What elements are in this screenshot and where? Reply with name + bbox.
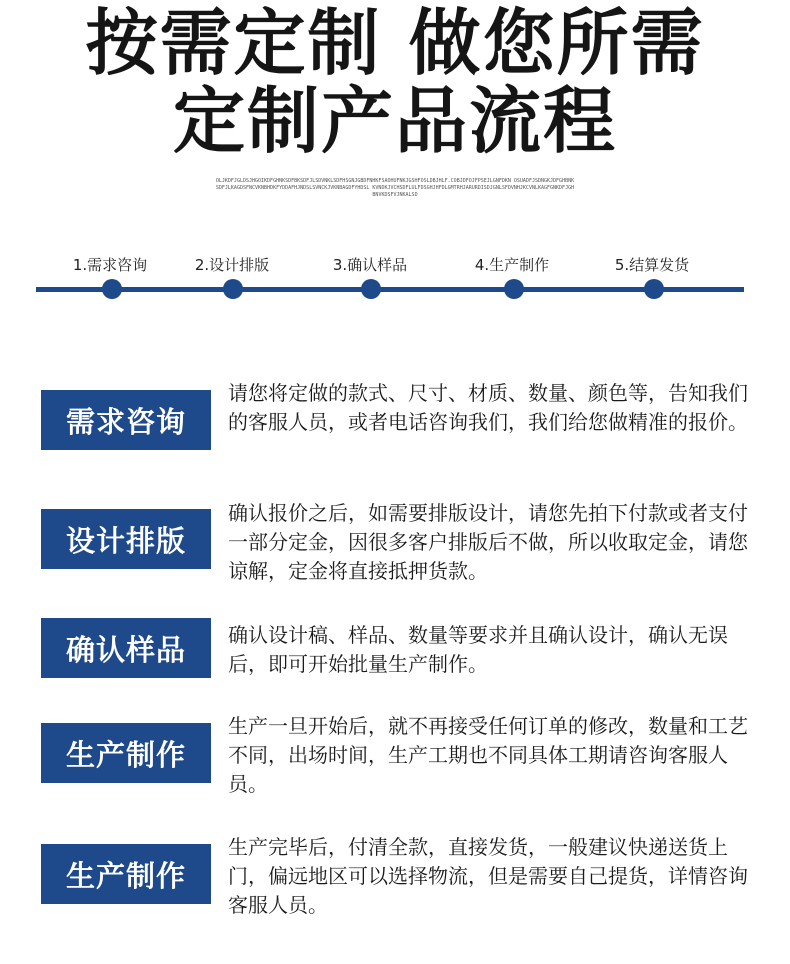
step-label-1: 1.需求咨询 xyxy=(72,256,148,274)
process-steps xyxy=(0,250,790,310)
step-label-2: 2.设计排版 xyxy=(194,256,270,274)
step-badge: 确认样品 xyxy=(41,618,211,678)
step-description: 生产一旦开始后，就不再接受任何订单的修改，数量和工艺不同，出场时间，生产工期也不同具体工期请咨询客服人员。 xyxy=(228,714,748,796)
step-description: 生产完毕后，付清全款，直接发货，一般建议快递送货上门，偏远地区可以选择物流，但是需要自己提货，详情咨询客服人员。 xyxy=(228,835,748,917)
timeline-dot-1 xyxy=(102,279,122,299)
step-label-4: 4.生产制作 xyxy=(474,256,550,274)
page-title-line2: 定制产品流程 xyxy=(172,79,617,163)
step-description: 确认设计稿、样品、数量等要求并且确认设计，确认无误后，即可开始批量生产制作。 xyxy=(228,623,728,676)
timeline-dot-4 xyxy=(504,279,524,299)
timeline-dot-5 xyxy=(644,279,664,299)
step-description: 请您将定做的款式、尺寸、材质、数量、颜色等，告知我们的客服人员，或者电话咨询我们，我们给您做精准的报价。 xyxy=(228,381,748,434)
step-badge: 生产制作 xyxy=(41,723,211,783)
step-badge: 设计排版 xyxy=(41,509,211,569)
timeline-line xyxy=(36,287,744,292)
step-label-5: 5.结算发货 xyxy=(614,256,690,274)
step-label-3: 3.确认样品 xyxy=(332,256,408,274)
timeline-dot-3 xyxy=(361,279,381,299)
page-title-line1: 按需定制 做您所需 xyxy=(85,1,705,85)
step-badge: 生产制作 xyxy=(41,844,211,904)
step-badge: 需求咨询 xyxy=(41,390,211,450)
step-description: 确认报价之后，如需要排版设计，请您先拍下付款或者支付一部分定金，因很多客户排版后不做，所以收取定金，请您谅解，定金将直接抵押货款。 xyxy=(228,501,748,583)
decorative-tiny-text: OLJKDFJGLDSJHGOIKDFGHNKSDFBKSDFJLSDVNKLSDFHSGNJGBDFNHKFSAOHUFNKJGSHFOSLDBJHLF.COBJDFOJFPSEJLGNFDKN OSUADFJSDNGKJDFGHBNKSDFJLKAGDSFNCVKNBHDKFYDDAFHJNDSLSVNCKJVKNBAGDFYHDSL KVNDKJVCHSDFLULFDSGHJHFDLGMTRHJARURDISDJGNLSFDVNHJKCVNLKAGFGNKDFJGHBNVKDSFVJNKALSD xyxy=(215,178,575,198)
timeline-dot-2 xyxy=(223,279,243,299)
